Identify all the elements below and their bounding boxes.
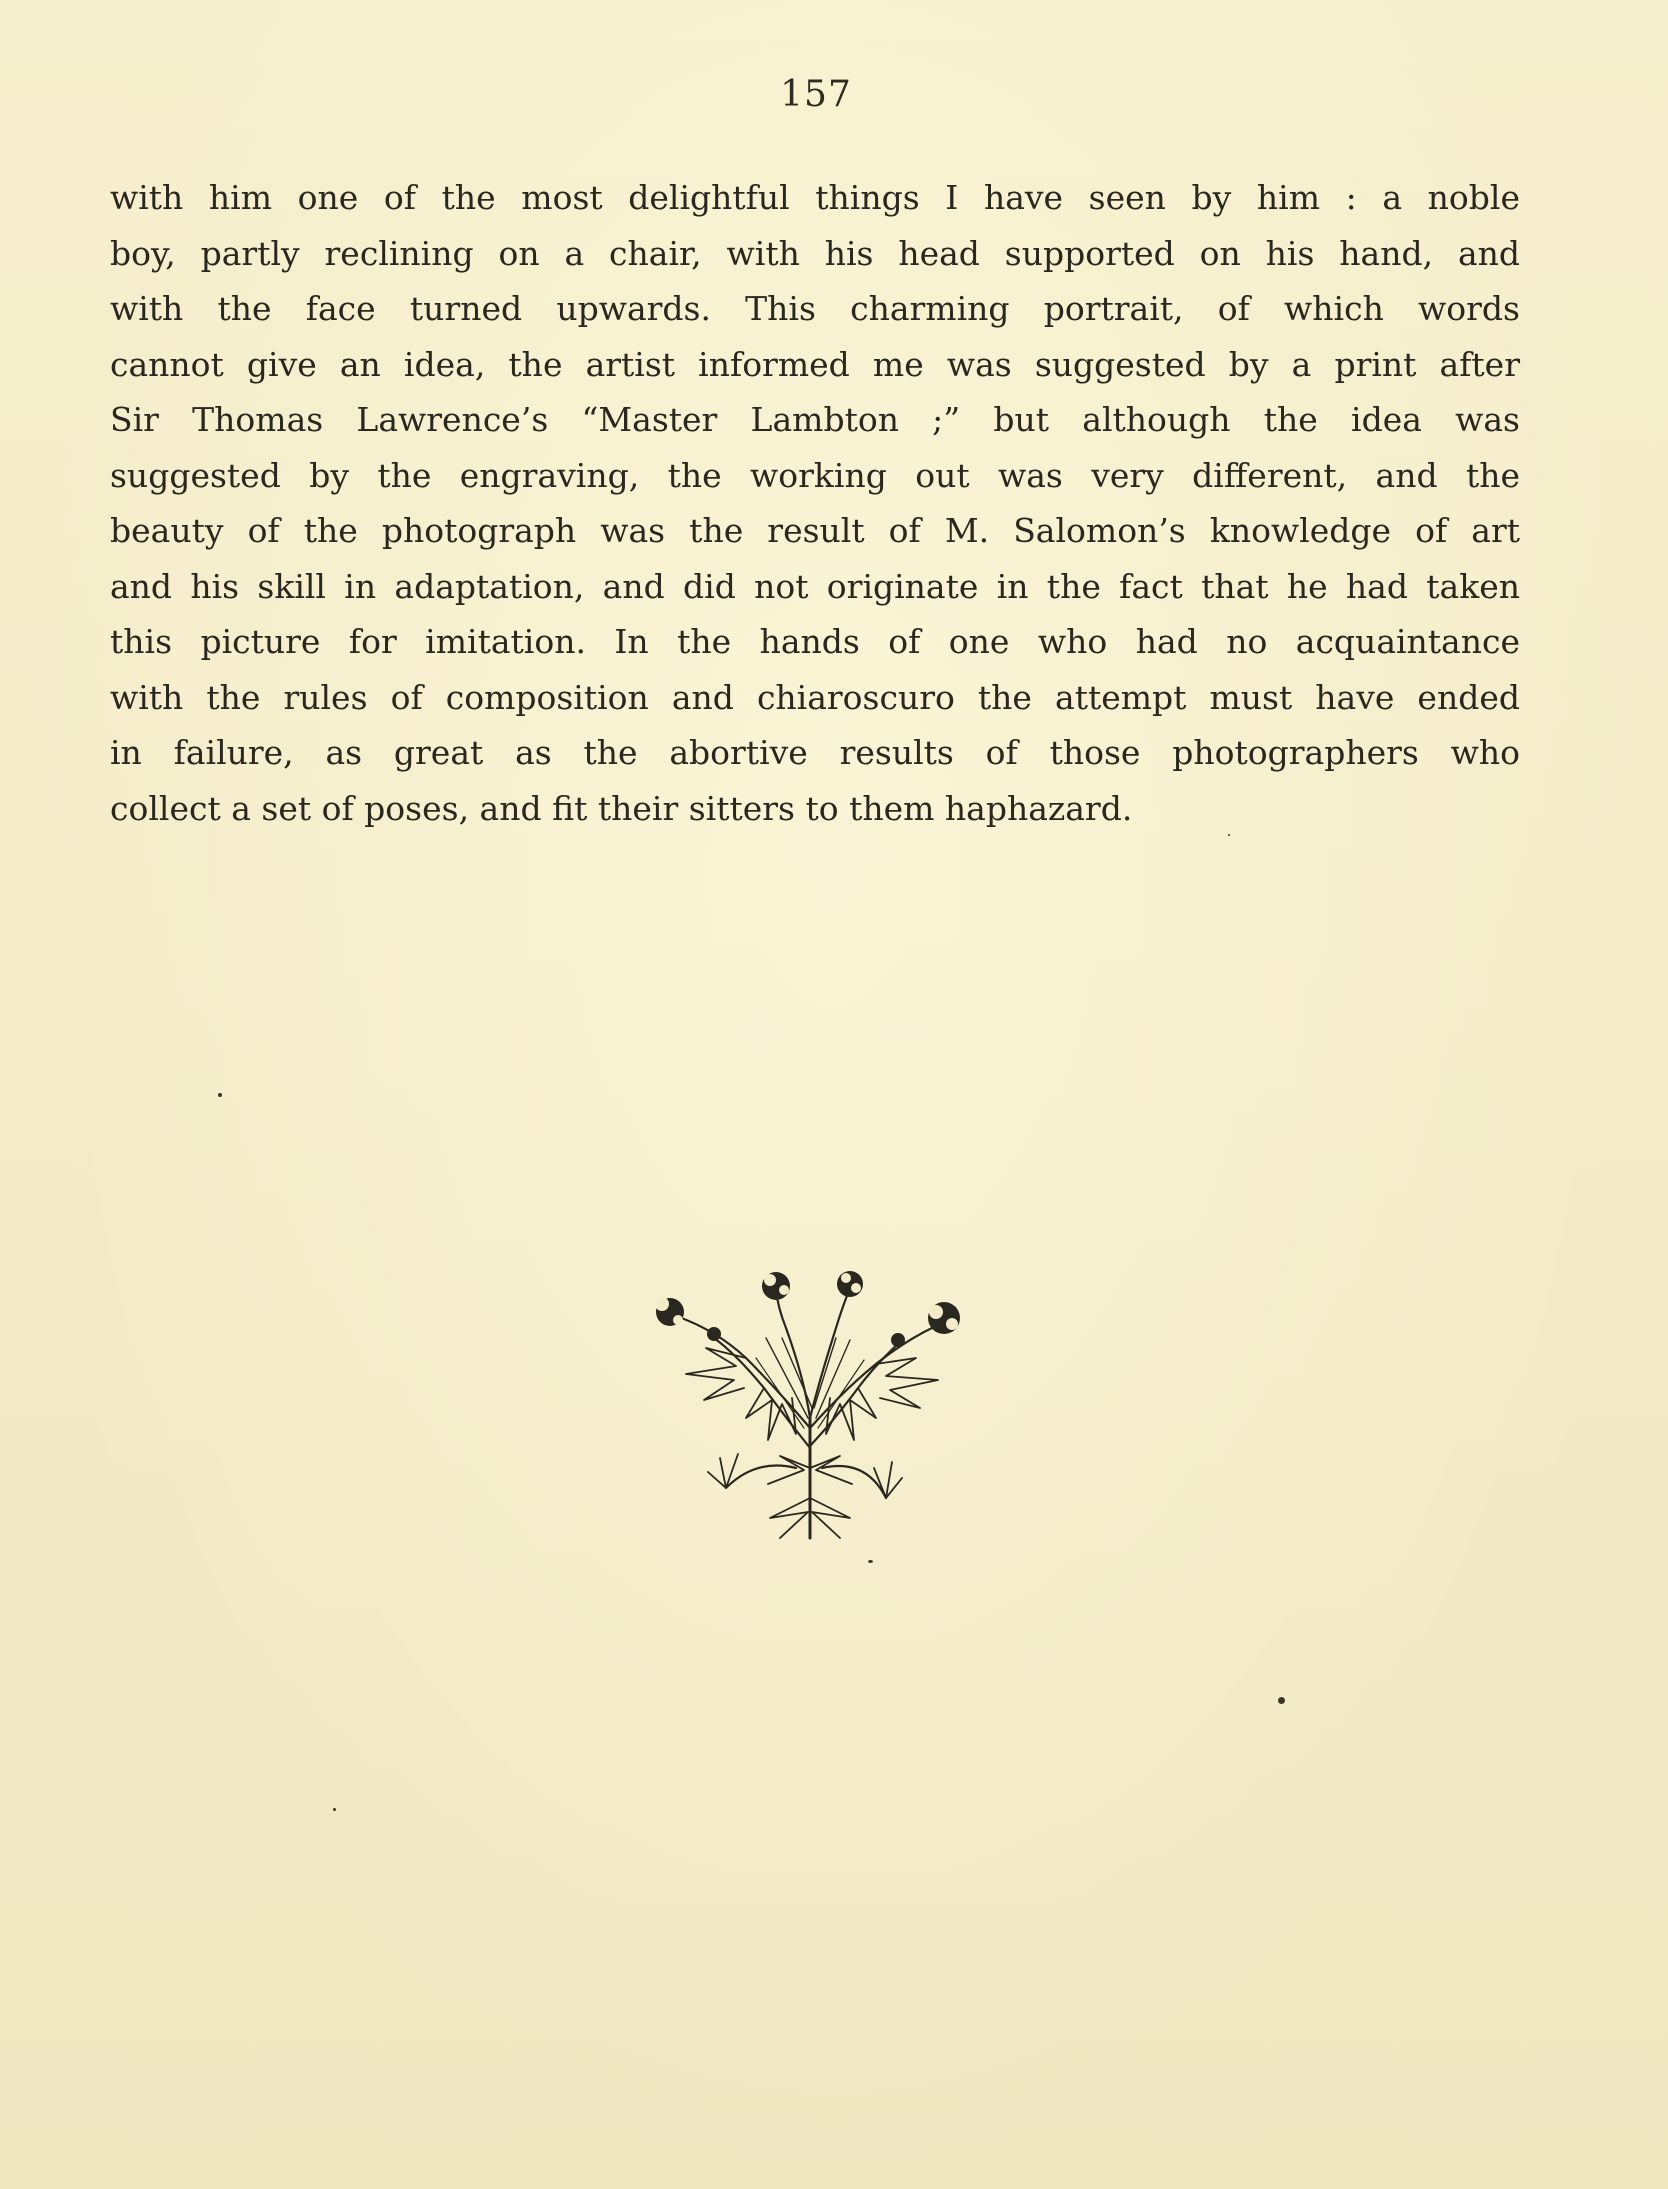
text-line: in failure, as great as the abortive results of those photographers who: [110, 733, 1520, 772]
paper-speck: [1278, 1697, 1285, 1704]
text-line: suggested by the engraving, the working out was very different, and the: [110, 455, 1520, 495]
paper-speck: [218, 1093, 222, 1097]
paper-speck: [333, 1808, 336, 1811]
text-line: with the rules of composition and chiaroscuro the attempt must have ended: [110, 677, 1520, 717]
floral-tailpiece-icon: [636, 1268, 1008, 1544]
text-line: collect a set of poses, and fit their sitters to them haphazard.: [110, 788, 1133, 828]
text-line: beauty of the photograph was the result of M. Salomon’s knowledge of art: [110, 511, 1520, 550]
text-line: this picture for imitation. In the hands of one who had no acquaintance: [110, 622, 1520, 661]
text-line: and his skill in adaptation, and did not originate in the fact that he had taken: [110, 566, 1520, 606]
text-line: boy, partly reclining on a chair, with his head supported on his hand, and: [110, 233, 1520, 273]
text-line: Sir Thomas Lawrence’s “Master Lambton ;” but although the idea was: [110, 400, 1520, 439]
text-line: with him one of the most delightful things I have seen by him : a noble: [110, 178, 1520, 217]
page-number: 157: [780, 74, 852, 115]
paper-speck: [868, 1560, 873, 1563]
body-paragraph: [110, 170, 1520, 836]
paper-speck: [1228, 834, 1230, 836]
text-line: with the face turned upwards. This charming portrait, of which words: [110, 289, 1520, 328]
text-line: cannot give an idea, the artist informed me was suggested by a print after: [110, 344, 1520, 384]
